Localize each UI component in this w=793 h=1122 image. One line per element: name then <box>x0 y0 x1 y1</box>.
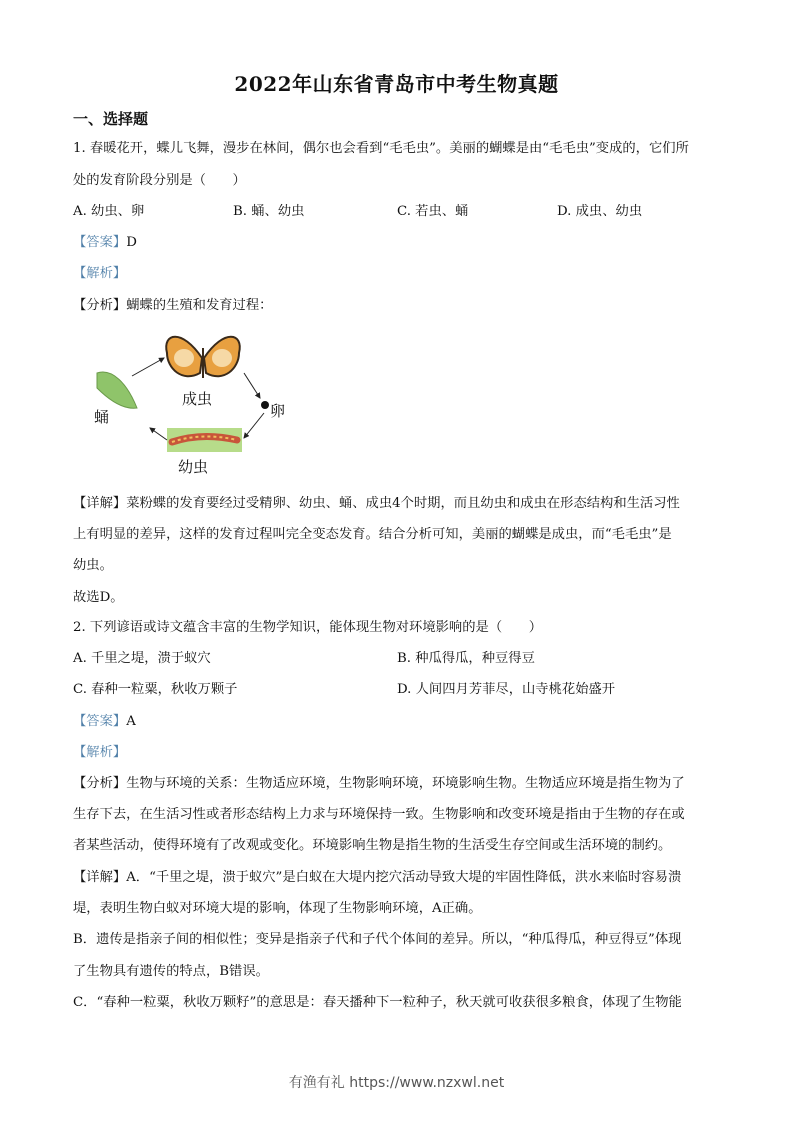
answer-value: D <box>126 235 137 250</box>
q2-option-a: A. 千里之堤，溃于蚁穴 <box>73 651 211 666</box>
q2-detail-line5: C．“春种一粒粟，秋收万颗籽”的意思是：春天播种下一粒种子，秋天就可收获很多粮食，体现了生物能 <box>73 995 682 1010</box>
fenxi-tag: 【分析】 <box>73 776 127 791</box>
q1-conclusion: 故选D。 <box>73 590 124 605</box>
q2-detail-line1: 【详解】A．“千里之堤，溃于蚁穴”是白蚁在大堤内挖穴活动导致大堤的牢固性降低，洪水来临时容易溃 <box>73 870 682 885</box>
label-pupa: 蛹 <box>94 408 110 426</box>
q1-detail-line1: 【详解】菜粉蝶的发育要经过受精卵、幼虫、蛹、成虫4个时期，而且幼虫和成虫在形态结构和生活习性 <box>73 496 680 511</box>
butterfly-lifecycle-diagram <box>72 328 312 478</box>
q1-answer <box>73 233 137 253</box>
q1-stem-line1: 1. 春暖花开，蝶儿飞舞，漫步在林间，偶尔也会看到“毛毛虫”。美丽的蝴蝶是由“毛毛虫”变成的，它们所 <box>73 141 689 156</box>
q2-detail-line3: B．遗传是指亲子间的相似性；变异是指亲子代和子代个体间的差异。所以，“种瓜得瓜，种豆得豆”体现 <box>73 932 682 947</box>
q2-fenxi-line1: 【分析】生物与环境的关系：生物适应环境，生物影响环境，环境影响生物。生物适应环境是指生物为了 <box>73 776 685 791</box>
q1-analysis-tag: 【解析】 <box>73 266 127 281</box>
q2-fenxi-line3: 者某些活动，使得环境有了改观或变化。环境影响生物是指生物的生活受生存空间或生活环境的制约。 <box>73 838 672 853</box>
q1-option-d: D. 成虫、幼虫 <box>557 204 643 219</box>
fenxi-tag: 【分析】 <box>73 298 127 313</box>
q2-answer <box>73 712 136 732</box>
q1-option-b: B. 蛹、幼虫 <box>233 204 305 219</box>
q2-option-c: C. 春种一粒粟，秋收万颗子 <box>73 682 238 697</box>
footer-watermark: 有渔有礼 https://www.nzxwl.net <box>288 1075 505 1091</box>
detail-tag: 【详解】 <box>73 496 127 511</box>
page-title: 2022年山东省青岛市中考生物真题 <box>234 72 559 96</box>
q1-option-c: C. 若虫、蛹 <box>397 204 469 219</box>
caterpillar-icon <box>167 428 242 452</box>
q2-detail-line2: 堤，表明生物白蚁对环境大堤的影响，体现了生物影响环境，A正确。 <box>73 901 482 916</box>
label-adult: 成虫 <box>182 390 213 408</box>
pupa-icon <box>97 372 137 408</box>
q2-fenxi-line2: 生存下去，在生活习性或者形态结构上力求与环境保持一致。生物影响和改变环境是指由于生物的存在或 <box>73 807 685 822</box>
egg-icon <box>261 401 269 409</box>
answer-tag: 【答案】 <box>73 235 127 250</box>
q2-detail-line4: 了生物具有遗传的特点，B错误。 <box>73 964 269 979</box>
fenxi-text: 蝴蝶的生殖和发育过程： <box>126 298 273 313</box>
q1-fenxi <box>73 296 272 316</box>
q1-detail-line2: 上有明显的差异，这样的发育过程叫完全变态发育。结合分析可知，美丽的蝴蝶是成虫，而“毛毛虫”是 <box>73 527 672 542</box>
q2-analysis-tag: 【解析】 <box>73 745 127 760</box>
section-heading: 一、选择题 <box>73 110 149 128</box>
q1-option-a: A. 幼虫、卵 <box>73 204 145 219</box>
answer-value: A <box>126 714 136 729</box>
q1-detail-line3: 幼虫。 <box>73 558 113 573</box>
butterfly-icon <box>166 337 240 378</box>
answer-tag: 【答案】 <box>73 714 127 729</box>
label-egg: 卵 <box>270 402 286 420</box>
q1-stem-line2: 处的发育阶段分别是（ ） <box>73 173 246 188</box>
q2-stem: 2. 下列谚语或诗文蕴含丰富的生物学知识，能体现生物对环境影响的是（ ） <box>73 620 543 635</box>
q2-option-d: D. 人间四月芳菲尽，山寺桃花始盛开 <box>397 682 616 697</box>
label-larva: 幼虫 <box>178 458 209 476</box>
q2-option-b: B. 种瓜得瓜，种豆得豆 <box>397 651 535 666</box>
detail-tag: 【详解】 <box>73 870 127 885</box>
